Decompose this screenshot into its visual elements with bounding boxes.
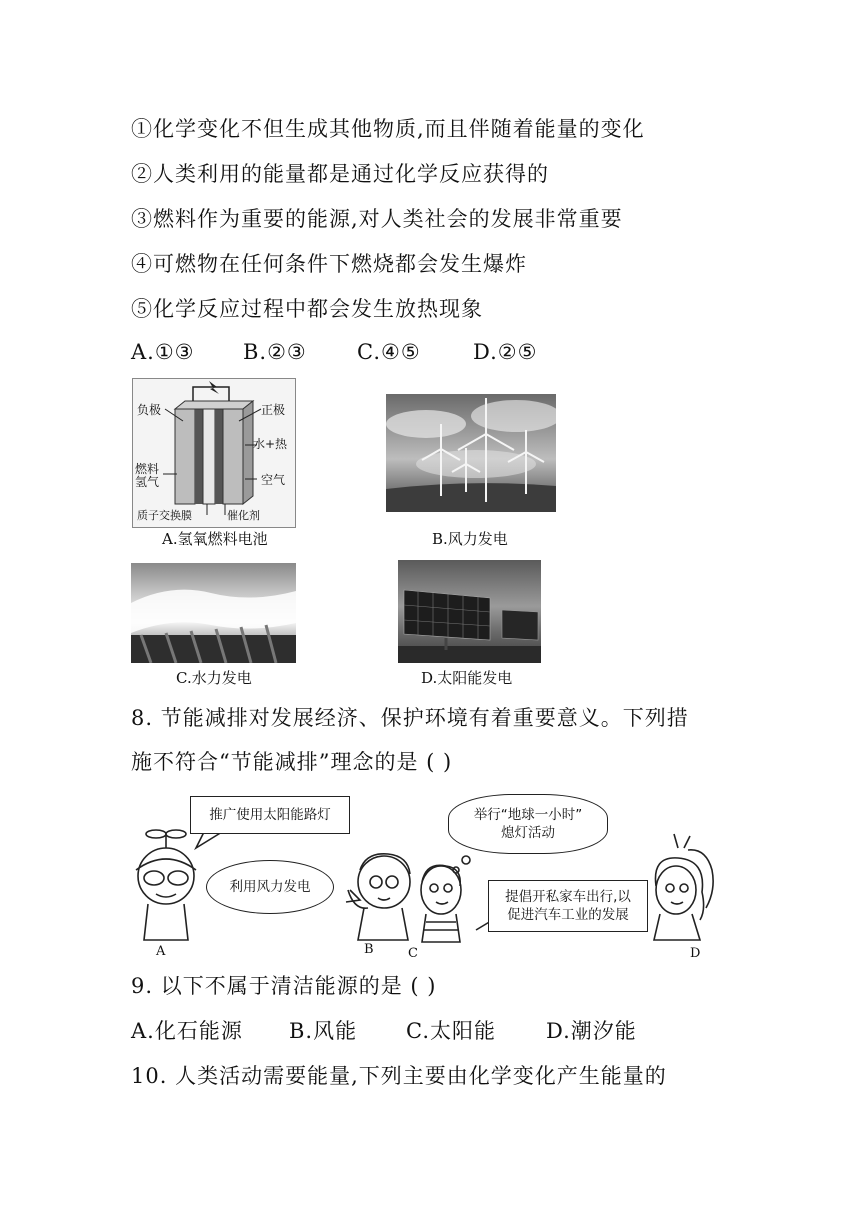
statement-1: ①化学变化不但生成其他物质,而且伴随着能量的变化: [131, 117, 645, 141]
fuel-cell-label-catalyst: 催化剂: [227, 509, 260, 522]
q9-option-b: B.风能: [289, 1019, 358, 1043]
fuel-cell-diagram: [132, 378, 296, 528]
q7-option-c: C.④⑤: [357, 340, 421, 364]
q9-option-c: C.太阳能: [406, 1019, 496, 1043]
cartoon-label-a: A: [156, 944, 166, 959]
fuel-cell-label-neg: 负极: [137, 403, 162, 417]
q9-option-d: D.潮汐能: [546, 1019, 637, 1043]
q8-cartoon: [126, 790, 746, 962]
hydro-drawing: [131, 563, 296, 663]
caption-hydro: C.水力发电: [176, 669, 252, 687]
cartoon-label-b: B: [364, 942, 374, 957]
fuel-cell-label-air: 空气: [261, 473, 286, 487]
solar-photo: [398, 560, 541, 663]
bubble-c: 举行“地球一小时” 熄灯活动: [448, 794, 608, 854]
bubble-b: 利用风力发电: [206, 860, 334, 914]
statement-3: ③燃料作为重要的能源,对人类社会的发展非常重要: [131, 207, 623, 231]
hydro-photo: [131, 563, 296, 663]
solar-panels-drawing: [398, 560, 541, 663]
q8-stem-line-2: 施不符合“节能减排”理念的是 ( ): [131, 750, 453, 774]
q9-option-a: A.化石能源: [131, 1019, 243, 1043]
cartoon-label-d: D: [690, 946, 701, 961]
cartoon-label-c: C: [408, 946, 418, 961]
fuel-cell-label-fuel: 燃料 氢气: [135, 462, 160, 490]
q7-option-a: A.①③: [131, 340, 195, 364]
fuel-cell-label-pos: 正极: [261, 403, 286, 417]
q7-option-b: B.②③: [243, 340, 307, 364]
statement-4: ④可燃物在任何条件下燃烧都会发生爆炸: [131, 252, 527, 276]
caption-solar: D.太阳能发电: [421, 669, 513, 687]
statement-5: ⑤化学反应过程中都会发生放热现象: [131, 297, 483, 321]
bubble-d: 提倡开私家车出行,以 促进汽车工业的发展: [488, 880, 648, 932]
caption-wind: B.风力发电: [432, 530, 508, 548]
q8-stem-line-1: 8. 节能减排对发展经济、保护环境有着重要意义。下列措: [131, 706, 689, 730]
q7-option-d: D.②⑤: [473, 340, 538, 364]
q9-stem: 9. 以下不属于清洁能源的是 ( ): [131, 974, 437, 998]
caption-fuel-cell: A.氢氧燃料电池: [162, 530, 268, 548]
wind-turbines-drawing: [386, 394, 556, 512]
bubble-a: 推广使用太阳能路灯: [190, 796, 350, 834]
q7-options: [131, 340, 537, 364]
statement-2: ②人类利用的能量都是通过化学反应获得的: [131, 162, 549, 186]
wind-farm-photo: [386, 394, 556, 512]
fuel-cell-label-membrane: 质子交换膜: [137, 509, 192, 522]
fuel-cell-label-water-heat: 水+热: [253, 437, 288, 451]
q9-options: [131, 1015, 637, 1045]
q10-stem: 10. 人类活动需要能量,下列主要由化学变化产生能量的: [131, 1064, 667, 1088]
